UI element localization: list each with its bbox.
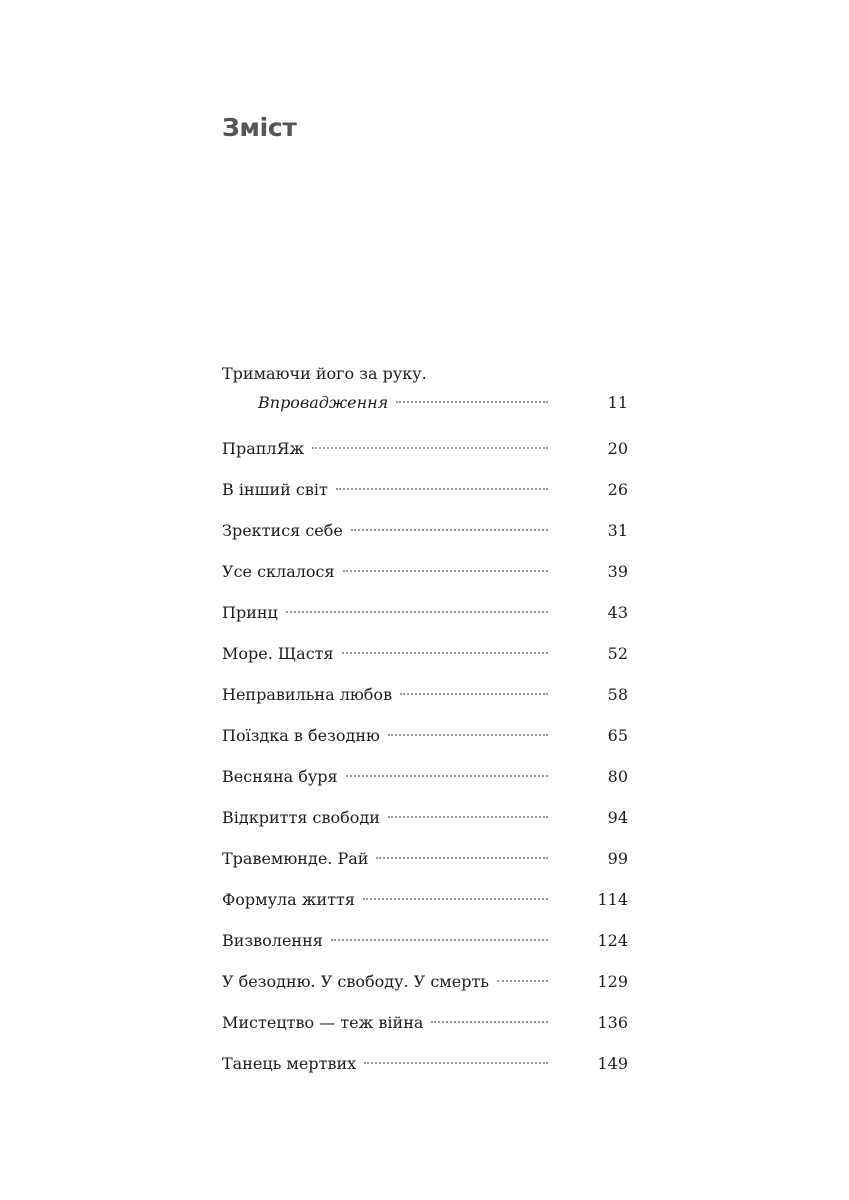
toc-entry-intro-line1: Тримаючи його за руку.: [222, 364, 427, 383]
toc-entry[interactable]: [222, 592, 628, 633]
toc-entry[interactable]: [222, 674, 628, 715]
dot-leader: [351, 529, 548, 531]
toc-entry-title: Впровадження: [258, 393, 389, 412]
page-title: Зміст: [222, 113, 297, 142]
toc-page-number: 52: [607, 644, 628, 663]
dot-leader: [497, 980, 548, 982]
toc-entry-title: Визволення: [222, 931, 323, 950]
toc-page-number: 94: [607, 808, 628, 827]
toc-entry-title: Травемюнде. Рай: [222, 849, 369, 868]
dot-leader: [363, 898, 548, 900]
toc-entry-title: Поїздка в безодню: [222, 726, 380, 745]
dot-leader: [364, 1062, 548, 1064]
toc-entry[interactable]: [222, 879, 628, 920]
toc-entry[interactable]: [222, 428, 628, 469]
toc-entry[interactable]: [222, 838, 628, 879]
table-of-contents: [222, 360, 628, 1084]
dot-leader: [336, 488, 548, 490]
toc-entry-title: Зректися себе: [222, 521, 343, 540]
dot-leader: [312, 447, 548, 449]
toc-page-number: 20: [607, 439, 628, 458]
dot-leader: [331, 939, 548, 941]
toc-page-number: 136: [597, 1013, 628, 1032]
dot-leader: [346, 775, 548, 777]
toc-entry-title: ПраплЯж: [222, 439, 305, 458]
toc-entry[interactable]: [222, 797, 628, 838]
toc-page-number: 114: [597, 890, 628, 909]
dot-leader: [286, 611, 548, 613]
toc-page-number: 11: [607, 393, 628, 412]
dot-leader: [342, 652, 548, 654]
toc-entry[interactable]: [222, 715, 628, 756]
toc-page-number: 26: [607, 480, 628, 499]
toc-entry[interactable]: [222, 756, 628, 797]
toc-entry-title: Принц: [222, 603, 278, 622]
toc-entry[interactable]: [222, 1043, 628, 1084]
toc-page-number: 124: [597, 931, 628, 950]
toc-entry[interactable]: [222, 920, 628, 961]
toc-entry-title: В інший світ: [222, 480, 328, 499]
dot-leader: [396, 401, 548, 403]
toc-entry-title: Усе склалося: [222, 562, 335, 581]
toc-page-number: 65: [607, 726, 628, 745]
toc-entry-title: Мистецтво — теж війна: [222, 1013, 424, 1032]
dot-leader: [431, 1021, 548, 1023]
toc-page-number: 43: [607, 603, 628, 622]
dot-leader: [388, 734, 548, 736]
dot-leader: [400, 693, 548, 695]
toc-entry-title: Море. Щастя: [222, 644, 334, 663]
toc-page-number: 99: [607, 849, 628, 868]
toc-entry[interactable]: [222, 551, 628, 592]
toc-entry-intro[interactable]: [222, 387, 628, 419]
toc-entry[interactable]: [222, 469, 628, 510]
toc-page-number: 58: [607, 685, 628, 704]
toc-entry-title: Весняна буря: [222, 767, 338, 786]
dot-leader: [343, 570, 548, 572]
toc-entry-title: Формула життя: [222, 890, 355, 909]
toc-entry[interactable]: [222, 1002, 628, 1043]
toc-entry[interactable]: [222, 961, 628, 1002]
toc-entry[interactable]: [222, 510, 628, 551]
toc-page-number: 80: [607, 767, 628, 786]
toc-page-number: 39: [607, 562, 628, 581]
toc-entry-title: Танець мертвих: [222, 1054, 357, 1073]
toc-entry-title: Неправильна любов: [222, 685, 393, 704]
toc-page-number: 31: [607, 521, 628, 540]
dot-leader: [376, 857, 548, 859]
toc-page-number: 129: [597, 972, 628, 991]
toc-page-number: 149: [597, 1054, 628, 1073]
dot-leader: [388, 816, 548, 818]
toc-entry[interactable]: [222, 633, 628, 674]
toc-entry-title: У безодню. У свободу. У смерть: [222, 972, 490, 991]
toc-entry-title: Відкриття свободи: [222, 808, 380, 827]
